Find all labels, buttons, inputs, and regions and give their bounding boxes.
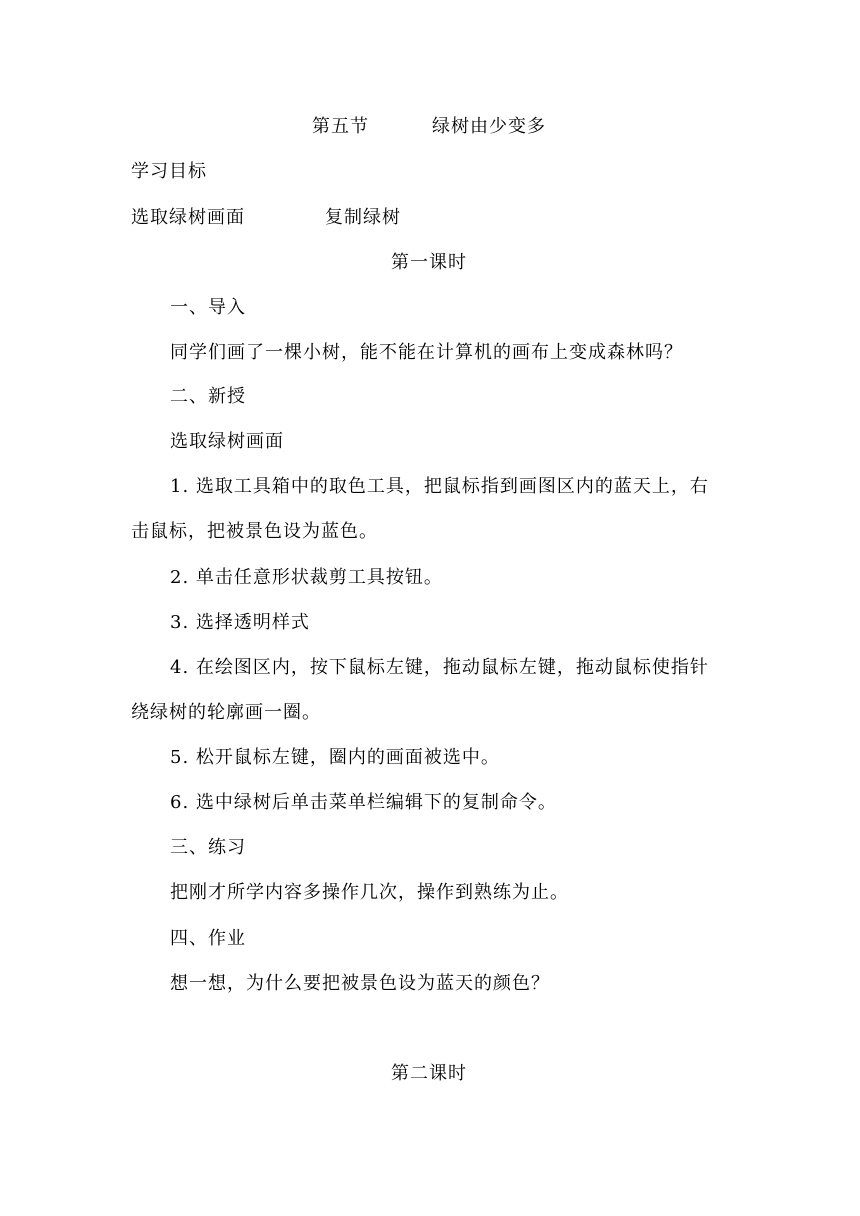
step-line: 3. 选择透明样式 (170, 612, 310, 633)
step-line: 2. 单击任意形状裁剪工具按钮。 (170, 567, 443, 588)
paragraph: 想一想，为什么要把被景色设为蓝天的颜色？ (170, 973, 550, 994)
section-number: 第五节 (312, 116, 369, 137)
subsection-heading: 选取绿树画面 (170, 431, 284, 452)
lesson-heading: 第二课时 (391, 1063, 467, 1084)
goal-item: 选取绿树画面 (131, 207, 245, 228)
section-heading: 三、练习 (170, 837, 246, 858)
lesson-heading: 第一课时 (391, 252, 467, 273)
section-heading: 二、新授 (170, 386, 246, 407)
step-line: 绕绿树的轮廓画一圈。 (131, 702, 321, 723)
step-line: 击鼠标，把被景色设为蓝色。 (131, 521, 378, 542)
step-line: 4. 在绘图区内，按下鼠标左键，拖动鼠标左键，拖动鼠标使指针 (170, 657, 709, 678)
step-line: 1. 选取工具箱中的取色工具，把鼠标指到画图区内的蓝天上，右 (170, 476, 709, 497)
section-title: 绿树由少变多 (432, 116, 546, 137)
goals-heading: 学习目标 (131, 161, 207, 182)
paragraph: 把刚才所学内容多操作几次，操作到熟练为止。 (170, 882, 569, 903)
section-heading: 四、作业 (170, 928, 246, 949)
goal-item: 复制绿树 (325, 207, 401, 228)
step-line: 6. 选中绿树后单击菜单栏编辑下的复制命令。 (170, 792, 557, 813)
paragraph: 同学们画了一棵小树，能不能在计算机的画布上变成森林吗？ (170, 342, 683, 363)
step-line: 5. 松开鼠标左键，圈内的画面被选中。 (170, 747, 500, 768)
section-heading: 一、导入 (170, 297, 246, 318)
